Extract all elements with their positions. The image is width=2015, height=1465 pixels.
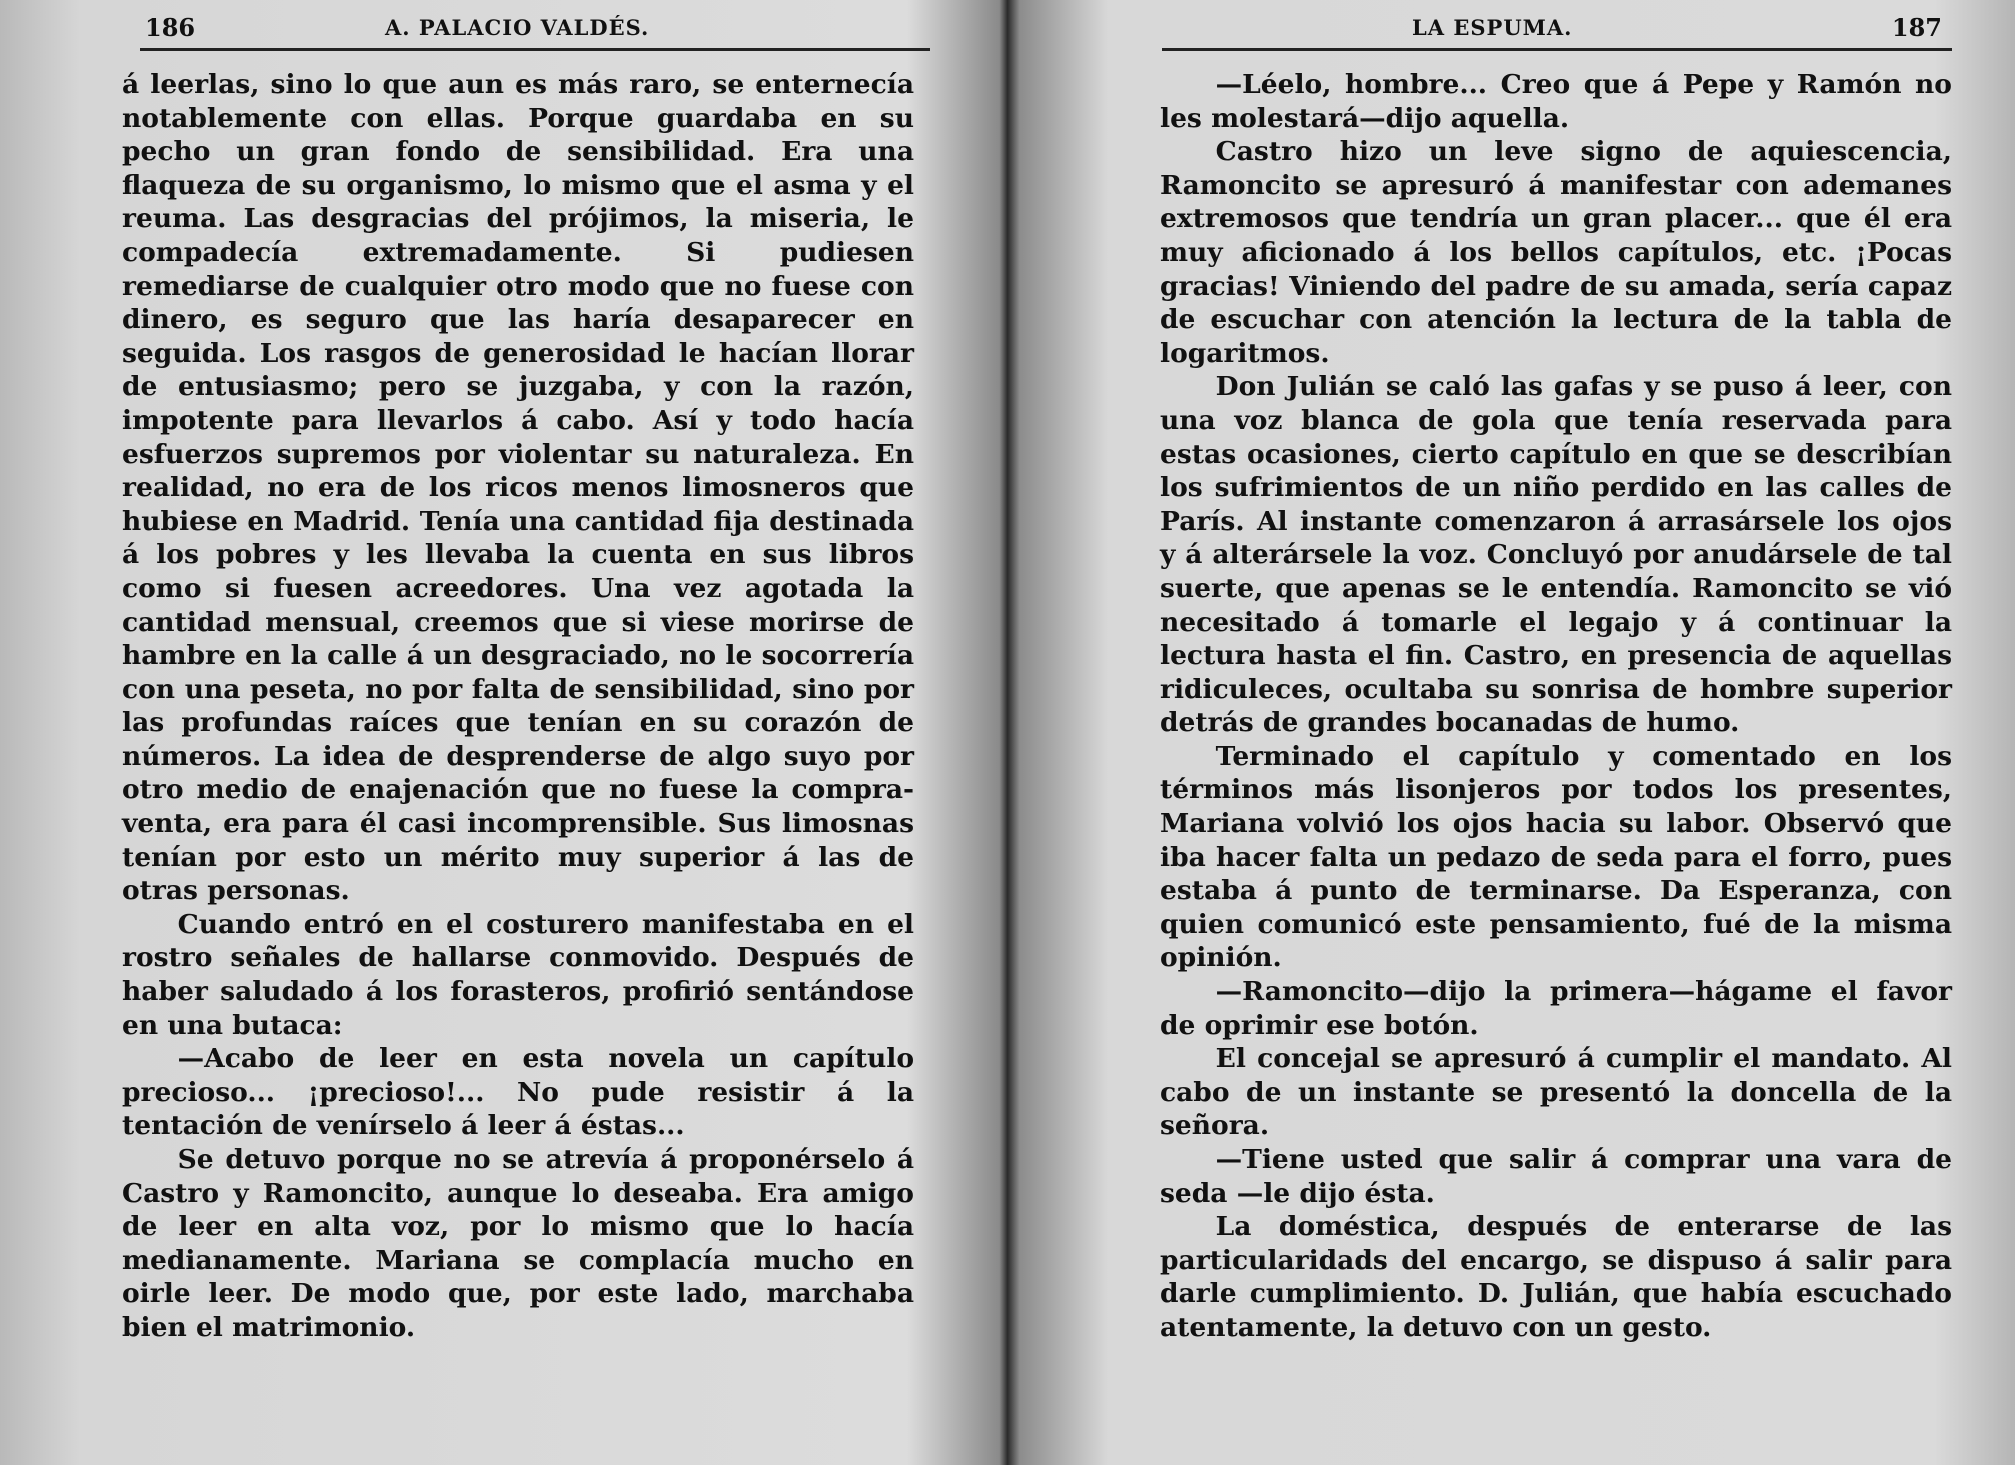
right-page-number: 187 — [1891, 13, 1942, 42]
left-running-head — [140, 8, 930, 51]
paragraph: —Tiene usted que salir á comprar una vara de seda —le dijo ésta. — [1160, 1144, 1952, 1209]
right-page — [1012, 0, 2015, 1465]
paragraph: Don Julián se caló las gafas y se puso á leer, con una voz blanca de gola que tenía reservada para estas ocasiones, cierto capítulo en que se describían los sufrimientos de un niño perdido en las calles de París. Al instante comenzaron á arrasársele los ojos y á alterársele la voz. Concluyó por anudársele de tal suerte, que apenas se le entendía. Ramoncito se vió necesitado á tomarle el legajo y á continuar la lectura hasta el fin. Castro, en presencia de aquellas ridiculeces, ocultaba su sonrisa de hombre superior detrás de grandes bocanadas de humo. — [1160, 371, 1952, 739]
left-text-block — [122, 68, 914, 1345]
paragraph: El concejal se apresuró á cumplir el mandato. Al cabo de un instante se presentó la doncella de la señora. — [1160, 1043, 1952, 1142]
paragraph: —Ramoncito—dijo la primera—hágame el favor de oprimir ese botón. — [1160, 976, 1952, 1041]
right-text-block — [1160, 68, 1952, 1345]
paragraph: Terminado el capítulo y comentado en los términos más lisonjeros por todos los presentes, Mariana volvió los ojos hacia su labor. Observó que iba hacer falta un pedazo de seda para el forro, pues estaba á punto de terminarse. Da Esperanza, con quien comunicó este pensamiento, fué de la misma opinión. — [1160, 740, 1952, 974]
left-page-number: 186 — [145, 13, 196, 42]
paragraph: —Acabo de leer en esta novela un capítulo precioso... ¡precioso!... No pude resistir á la tentación de venírselo á leer á éstas... — [122, 1043, 914, 1142]
paragraph: Castro hizo un leve signo de aquiescencia, Ramoncito se apresuró á manifestar con ademanes extremosos que tendría un gran placer... que él era muy aficionado á los bellos capítulos, etc. ¡Pocas gracias! Viniendo del padre de su amada, sería capaz de escuchar con atención la lectura de la tabla de logaritmos. — [1160, 136, 1952, 369]
left-page — [0, 0, 1000, 1465]
paragraph: —Léelo, hombre... Creo que á Pepe y Ramón no les molestará—dijo aquella. — [1160, 69, 1952, 134]
paragraph: Se detuvo porque no se atrevía á proponérselo á Castro y Ramoncito, aunque lo deseaba. Era amigo de leer en alta voz, por lo mismo que lo hacía medianamente. Mariana se complacía mucho en oirle leer. De modo que, por este lado, marchaba bien el matrimonio. — [122, 1144, 914, 1343]
left-running-title: A. PALACIO VALDÉS. — [385, 15, 650, 40]
paragraph: La doméstica, después de enterarse de las particularidads del encargo, se dispuso á salir para darle cumplimiento. D. Julián, que había escuchado atentamente, la detuvo con un gesto. — [1160, 1211, 1952, 1343]
right-running-title: LA ESPUMA. — [1412, 15, 1573, 40]
right-running-head — [1162, 8, 1952, 51]
paragraph: á leerlas, sino lo que aun es más raro, se enternecía notablemente con ellas. Porque guardaba en su pecho un gran fondo de sensibilidad. Era una flaqueza de su organismo, lo mismo que el asma y el reuma. Las desgracias del prójimos, la miseria, le compadecía extremadamente. Si pudiesen remediarse de cualquier otro modo que no fuese con dinero, es seguro que las haría desaparecer en seguida. Los rasgos de generosidad le hacían llorar de entusiasmo; pero se juzgaba, y con la razón, impotente para llevarlos á cabo. Así y todo hacía esfuerzos supremos por violentar su naturaleza. En realidad, no era de los ricos menos limosneros que hubiese en Madrid. Tenía una cantidad fija destinada á los pobres y les llevaba la cuenta en sus libros como si fuesen acreedores. Una vez agotada la cantidad mensual, creemos que si viese morirse de hambre en la calle á un desgraciado, no le socorrería con una peseta, no por falta de sensibilidad, sino por las profundas raíces que tenían en su corazón de números. La idea de desprenderse de algo suyo por otro medio de enajenación que no fuese la compra-venta, era para él casi incomprensible. Sus limosnas tenían por esto un mérito muy superior á las de otras personas. — [122, 69, 914, 907]
paragraph: Cuando entró en el costurero manifestaba en el rostro señales de hallarse conmovido. Después de haber saludado á los forasteros, profirió sentándose en una butaca: — [122, 908, 914, 1041]
